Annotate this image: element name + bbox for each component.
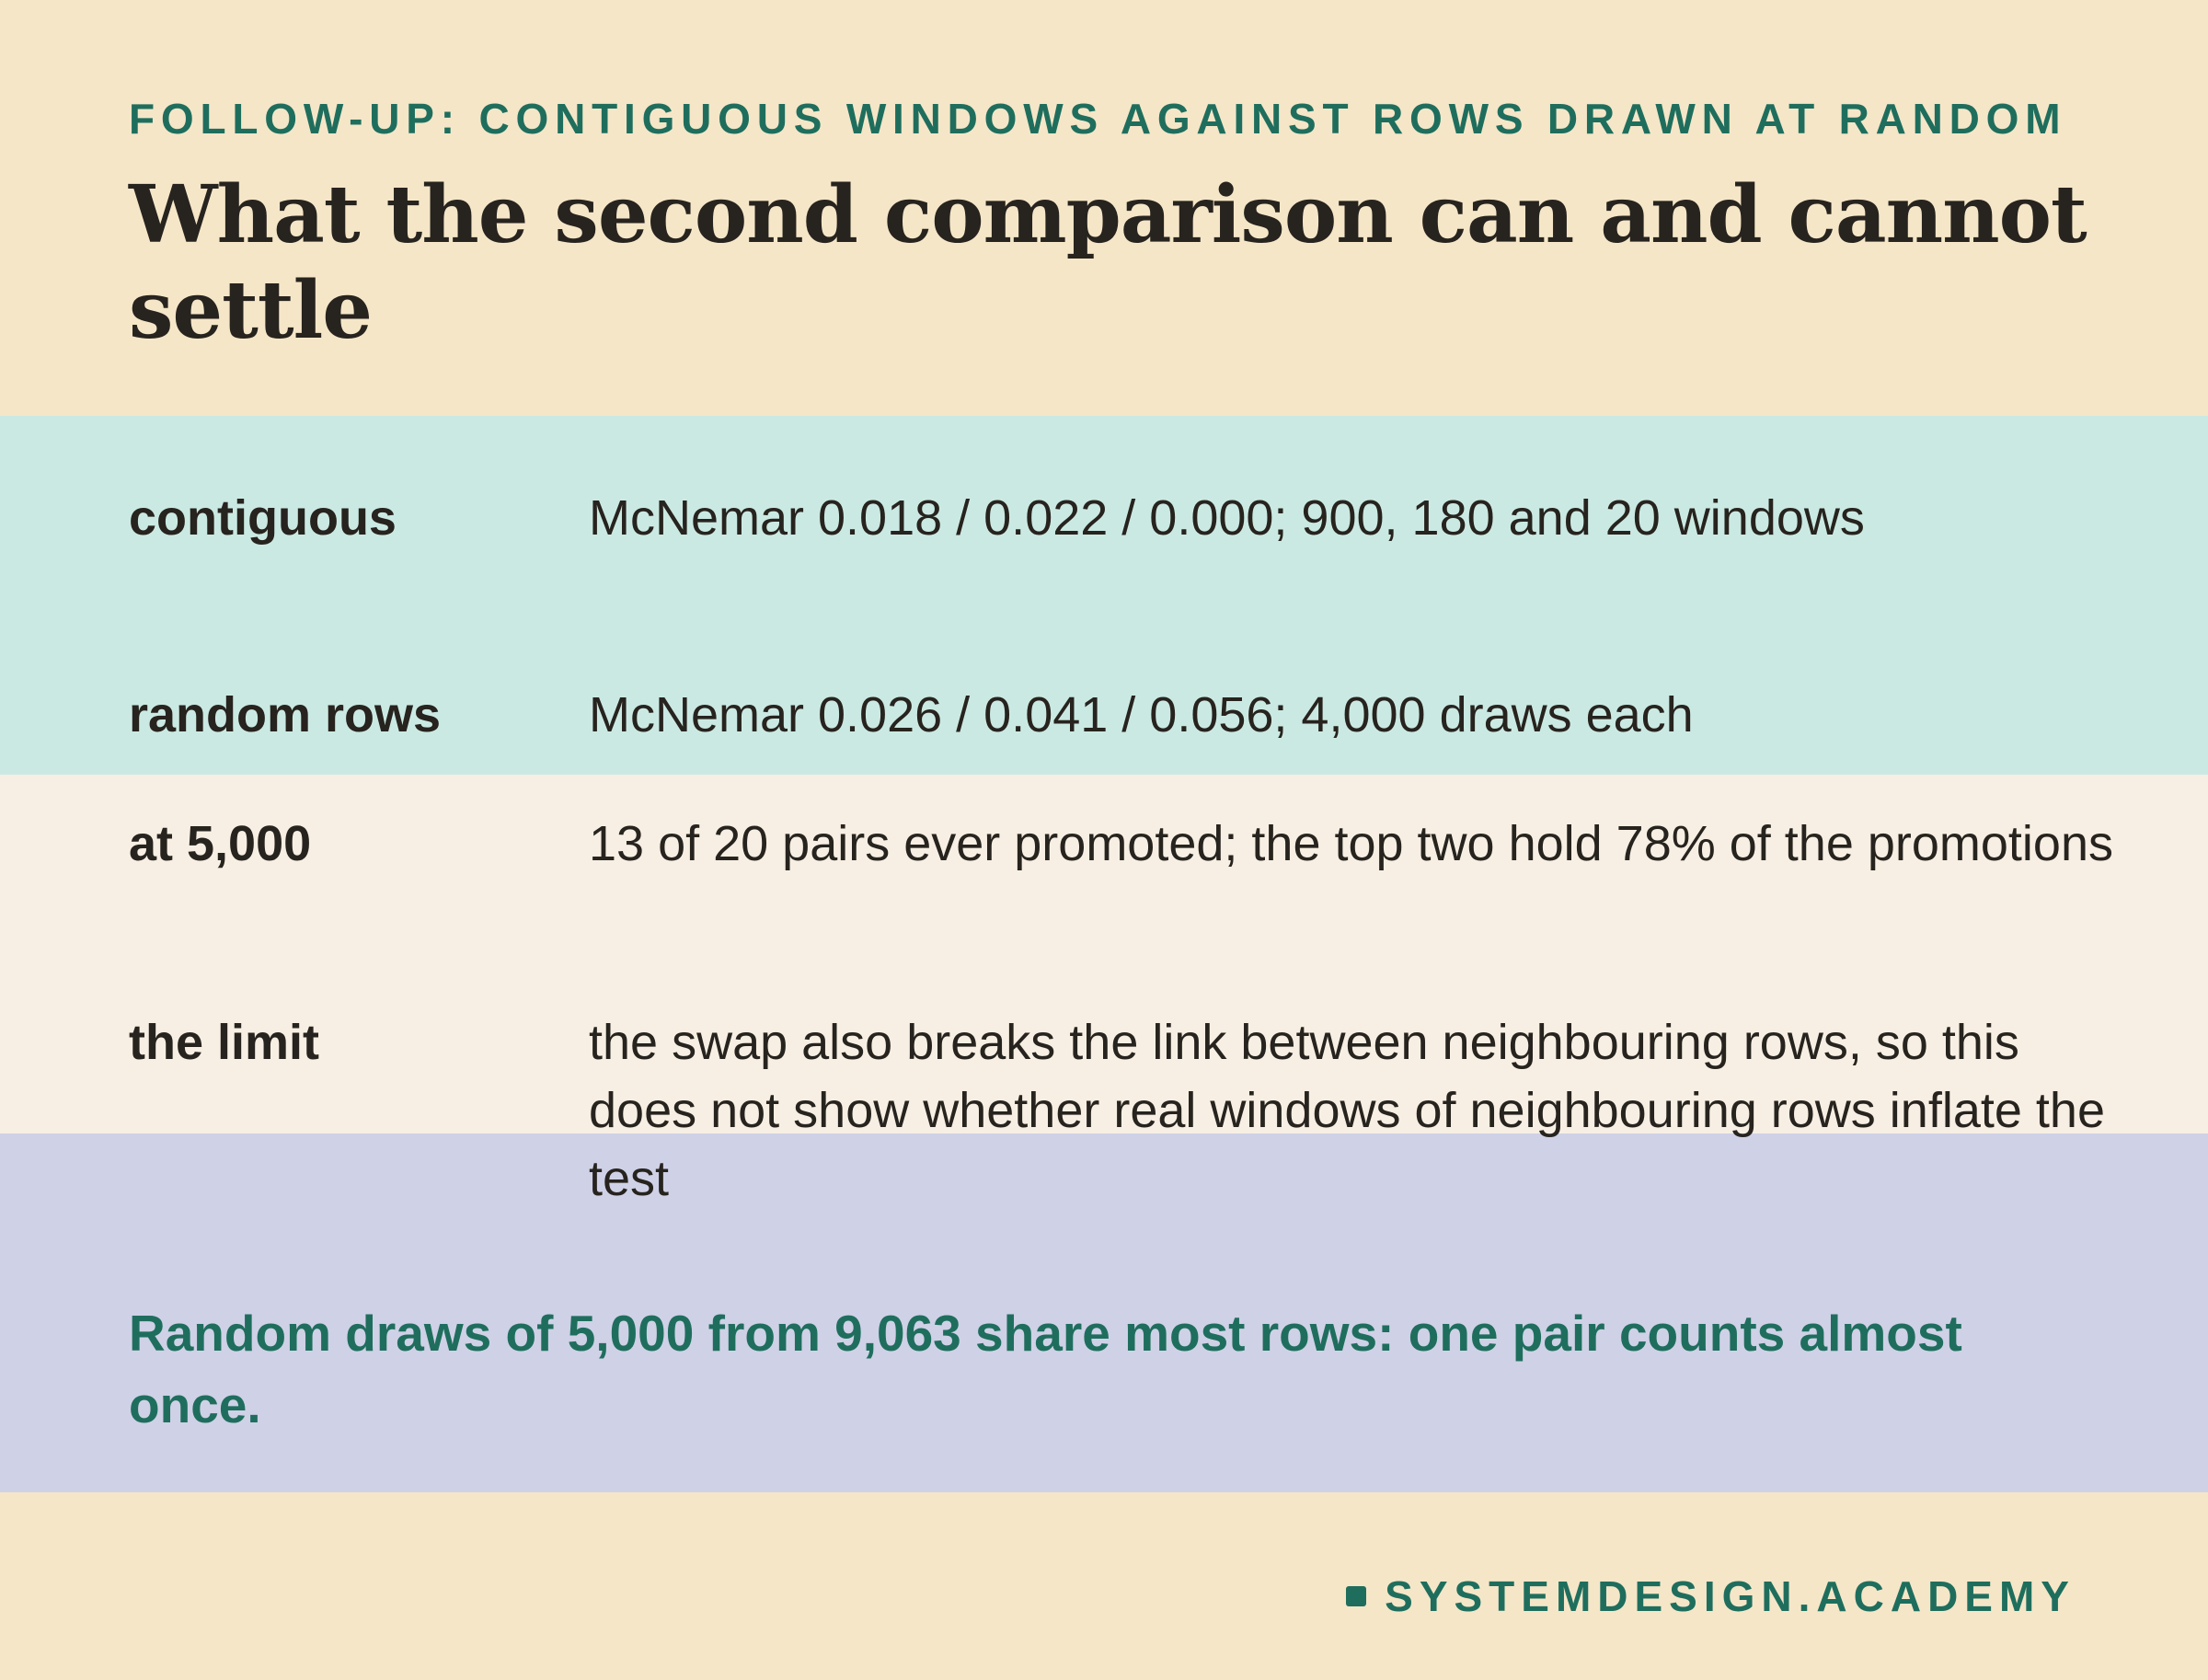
brand-footer — [1346, 1571, 2076, 1621]
row-value-the-limit: the swap also breaks the link between neighbouring rows, so this does not show whether real windows of neighbouring rows inflate the test — [589, 1015, 2105, 1206]
row-label-at-5000: at 5,000 — [129, 816, 312, 871]
row-label-contiguous: contiguous — [129, 490, 397, 546]
page-title: What the second comparison can and cannot settle — [129, 168, 2087, 357]
takeaway: Random draws of 5,000 from 9,063 share most rows: one pair counts almost once. — [129, 1305, 1962, 1433]
brand-name: SYSTEMDESIGN.ACADEMY — [1385, 1572, 2076, 1620]
kicker: FOLLOW-UP: CONTIGUOUS WINDOWS AGAINST ROWS DRAWN AT RANDOM — [129, 95, 2067, 143]
row-value-random-rows: McNemar 0.026 / 0.041 / 0.056; 4,000 draws each — [589, 687, 1694, 742]
row-label-the-limit: the limit — [129, 1015, 320, 1070]
row-value-at-5000: 13 of 20 pairs ever promoted; the top two hold 78% of the promotions — [589, 816, 2113, 871]
brand-square-icon — [1346, 1586, 1366, 1606]
row-label-random-rows: random rows — [129, 687, 442, 742]
row-value-contiguous: McNemar 0.018 / 0.022 / 0.000; 900, 180 and 20 windows — [589, 490, 1865, 546]
